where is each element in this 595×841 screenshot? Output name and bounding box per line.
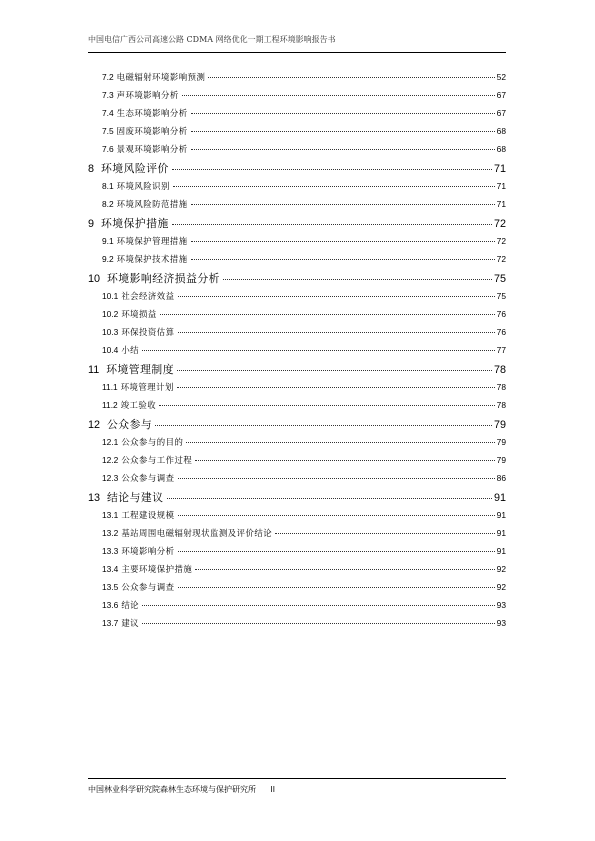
toc-entry-label: 固废环境影响分析 [116, 126, 188, 136]
toc-entry-number: 11.1 [102, 382, 118, 392]
toc-entry-label: 社会经济效益 [121, 291, 175, 301]
toc-entry-page: 79 [493, 419, 506, 431]
toc-entry-number: 12.3 [102, 473, 119, 483]
toc-entry[interactable] [88, 71, 506, 88]
toc-entry-label: 主要环境保护措施 [121, 564, 193, 574]
toc-entry-number: 8.1 [102, 181, 114, 191]
toc-leader-dots [142, 623, 495, 624]
toc-entry[interactable] [88, 509, 506, 526]
toc-entry[interactable] [88, 253, 506, 270]
toc-entry-number: 9 [88, 218, 95, 230]
toc-entry-page: 76 [496, 327, 506, 337]
toc-leader-dots [178, 515, 495, 516]
toc-leader-dots [172, 224, 492, 225]
toc-entry[interactable] [88, 344, 506, 361]
toc-entry-label: 声环境影响分析 [116, 90, 179, 100]
toc-entry-page: 72 [496, 254, 506, 264]
toc-entry[interactable] [88, 125, 506, 142]
toc-entry-label: 环保投资估算 [121, 327, 175, 337]
toc-entry[interactable] [88, 490, 506, 508]
toc-entry[interactable] [88, 271, 506, 289]
toc-leader-dots [191, 259, 495, 260]
toc-leader-dots [182, 95, 495, 96]
toc-entry-number: 7.5 [102, 126, 114, 136]
toc-leader-dots [178, 551, 495, 552]
toc-entry-label: 建议 [121, 618, 140, 628]
toc-entry-label: 景观环境影响分析 [116, 144, 188, 154]
toc-leader-dots [191, 113, 495, 114]
toc-leader-dots [142, 350, 495, 351]
toc-entry-label: 环境保护技术措施 [116, 254, 188, 264]
toc-entry-label: 公众参与的目的 [121, 437, 184, 447]
toc-entry-number: 10 [88, 273, 101, 285]
header-rule [88, 52, 506, 53]
toc-entry[interactable] [88, 454, 506, 471]
toc-entry-label: 公众参与调查 [121, 473, 175, 483]
toc-entry-page: 67 [496, 108, 506, 118]
toc-entry-number: 12.1 [102, 437, 119, 447]
toc-entry[interactable] [88, 143, 506, 160]
toc-entry[interactable] [88, 527, 506, 544]
toc-entry-number: 9.1 [102, 236, 114, 246]
toc-entry-label: 工程建设规模 [121, 510, 175, 520]
toc-entry-label: 环境风险识别 [116, 181, 170, 191]
toc-leader-dots [167, 498, 492, 499]
toc-entry[interactable] [88, 89, 506, 106]
toc-entry-page: 68 [496, 126, 506, 136]
toc-leader-dots [172, 169, 492, 170]
toc-entry-label: 环境损益 [121, 309, 157, 319]
toc-entry-label: 公众参与 [107, 418, 153, 431]
toc-entry[interactable] [88, 198, 506, 215]
toc-entry[interactable] [88, 436, 506, 453]
toc-entry-page: 92 [496, 582, 506, 592]
toc-entry-number: 11 [88, 364, 100, 376]
toc-entry-number: 9.2 [102, 254, 114, 264]
toc-entry-number: 10.3 [102, 327, 119, 337]
toc-entry-number: 12 [88, 419, 101, 431]
toc-entry-number: 13.1 [102, 510, 119, 520]
toc-entry-number: 13 [88, 492, 101, 504]
toc-entry-page: 72 [496, 236, 506, 246]
toc-entry[interactable] [88, 107, 506, 124]
toc-entry[interactable] [88, 563, 506, 580]
toc-leader-dots [275, 533, 494, 534]
toc-leader-dots [177, 370, 492, 371]
toc-entry-label: 公众参与工作过程 [121, 455, 193, 465]
toc-entry-page: 91 [496, 510, 506, 520]
footer-page-number: II [270, 785, 275, 794]
toc-leader-dots [178, 587, 495, 588]
toc-leader-dots [195, 460, 494, 461]
toc-leader-dots [195, 569, 494, 570]
toc-entry-number: 10.4 [102, 345, 119, 355]
toc-entry-number: 10.1 [102, 291, 119, 301]
toc-leader-dots [178, 478, 495, 479]
toc-entry-label: 环境影响分析 [121, 546, 175, 556]
toc-entry-page: 75 [493, 273, 506, 285]
toc-entry[interactable] [88, 599, 506, 616]
toc-entry-label: 环境管理计划 [120, 382, 174, 392]
toc-entry-page: 91 [496, 546, 506, 556]
toc-leader-dots [191, 241, 495, 242]
toc-leader-dots [178, 296, 495, 297]
toc-entry-page: 78 [496, 382, 506, 392]
toc-leader-dots [160, 314, 495, 315]
toc-entry[interactable] [88, 417, 506, 435]
toc-leader-dots [178, 332, 495, 333]
toc-entry-label: 小结 [121, 345, 140, 355]
toc-entry-label: 环境管理制度 [106, 363, 174, 376]
toc-entry[interactable] [88, 581, 506, 598]
toc-entry-number: 7.6 [102, 144, 114, 154]
toc-entry-page: 78 [496, 400, 506, 410]
toc-entry[interactable] [88, 308, 506, 325]
toc-entry-label: 生态环境影响分析 [116, 108, 188, 118]
toc-leader-dots [177, 387, 495, 388]
toc-entry[interactable] [88, 472, 506, 489]
toc-entry[interactable] [88, 161, 506, 179]
toc-entry-label: 环境保护措施 [101, 217, 169, 230]
toc-entry[interactable] [88, 362, 506, 380]
footer-rule [88, 778, 506, 779]
toc-entry-label: 环境风险评价 [101, 162, 169, 175]
toc-entry[interactable] [88, 381, 506, 398]
toc-entry-page: 71 [496, 181, 506, 191]
toc-entry-page: 71 [496, 199, 506, 209]
toc-entry-page: 77 [496, 345, 506, 355]
toc-leader-dots [223, 279, 492, 280]
toc-entry-label: 结论 [121, 600, 140, 610]
toc-entry-number: 7.4 [102, 108, 114, 118]
toc-entry-number: 10.2 [102, 309, 119, 319]
page-header: 中国电信广西公司高速公路 CDMA 网络优化一期工程环境影响报告书 [88, 35, 336, 44]
toc-entry-label: 结论与建议 [107, 491, 164, 504]
toc-entry-number: 12.2 [102, 455, 119, 465]
toc-entry-label: 竣工验收 [120, 400, 157, 410]
toc-entry[interactable] [88, 617, 506, 634]
toc-entry-number: 13.2 [102, 528, 119, 538]
toc-entry[interactable] [88, 399, 506, 416]
toc-entry-page: 78 [493, 364, 506, 376]
toc-entry[interactable] [88, 326, 506, 343]
toc-leader-dots [191, 204, 495, 205]
toc-entry-page: 93 [496, 618, 506, 628]
page-footer [88, 784, 275, 795]
toc-leader-dots [191, 149, 495, 150]
toc-leader-dots [173, 186, 495, 187]
toc-entry-label: 基站周围电磁辐射现状监测及评价结论 [121, 528, 273, 538]
toc-entry-page: 68 [496, 144, 506, 154]
toc-entry-label: 环境影响经济损益分析 [107, 272, 220, 285]
table-of-contents [88, 70, 506, 634]
toc-entry-number: 8.2 [102, 199, 114, 209]
toc-entry-page: 52 [496, 72, 506, 82]
toc-entry-number: 13.4 [102, 564, 119, 574]
toc-leader-dots [159, 405, 494, 406]
toc-entry-number: 13.7 [102, 618, 119, 628]
toc-entry-page: 91 [493, 492, 506, 504]
toc-entry-page: 92 [496, 564, 506, 574]
toc-entry[interactable] [88, 545, 506, 562]
toc-entry-page: 71 [493, 163, 506, 175]
toc-entry-number: 13.5 [102, 582, 119, 592]
toc-entry-number: 11.2 [102, 400, 118, 410]
toc-entry-page: 76 [496, 309, 506, 319]
toc-entry[interactable] [88, 290, 506, 307]
toc-entry-number: 7.3 [102, 90, 114, 100]
toc-entry-number: 8 [88, 163, 95, 175]
toc-entry-number: 13.3 [102, 546, 119, 556]
toc-entry-label: 环境保护管理措施 [116, 236, 188, 246]
toc-entry-label: 电磁辐射环境影响预测 [116, 72, 206, 82]
toc-entry-number: 13.6 [102, 600, 119, 610]
toc-leader-dots [191, 131, 495, 132]
toc-entry-page: 86 [496, 473, 506, 483]
toc-entry-label: 公众参与调查 [121, 582, 175, 592]
toc-entry[interactable] [88, 216, 506, 234]
toc-entry[interactable] [88, 180, 506, 197]
toc-entry-page: 72 [493, 218, 506, 230]
toc-leader-dots [208, 77, 494, 78]
toc-entry-label: 环境风险防范措施 [116, 199, 188, 209]
toc-leader-dots [142, 605, 495, 606]
footer-org: 中国林业科学研究院森林生态环境与保护研究所 [88, 785, 256, 794]
toc-leader-dots [155, 425, 492, 426]
toc-entry[interactable] [88, 235, 506, 252]
toc-entry-number: 7.2 [102, 72, 114, 82]
toc-leader-dots [186, 442, 494, 443]
toc-entry-page: 93 [496, 600, 506, 610]
toc-entry-page: 67 [496, 90, 506, 100]
toc-entry-page: 75 [496, 291, 506, 301]
toc-entry-page: 79 [496, 437, 506, 447]
toc-entry-page: 91 [496, 528, 506, 538]
toc-entry-page: 79 [496, 455, 506, 465]
